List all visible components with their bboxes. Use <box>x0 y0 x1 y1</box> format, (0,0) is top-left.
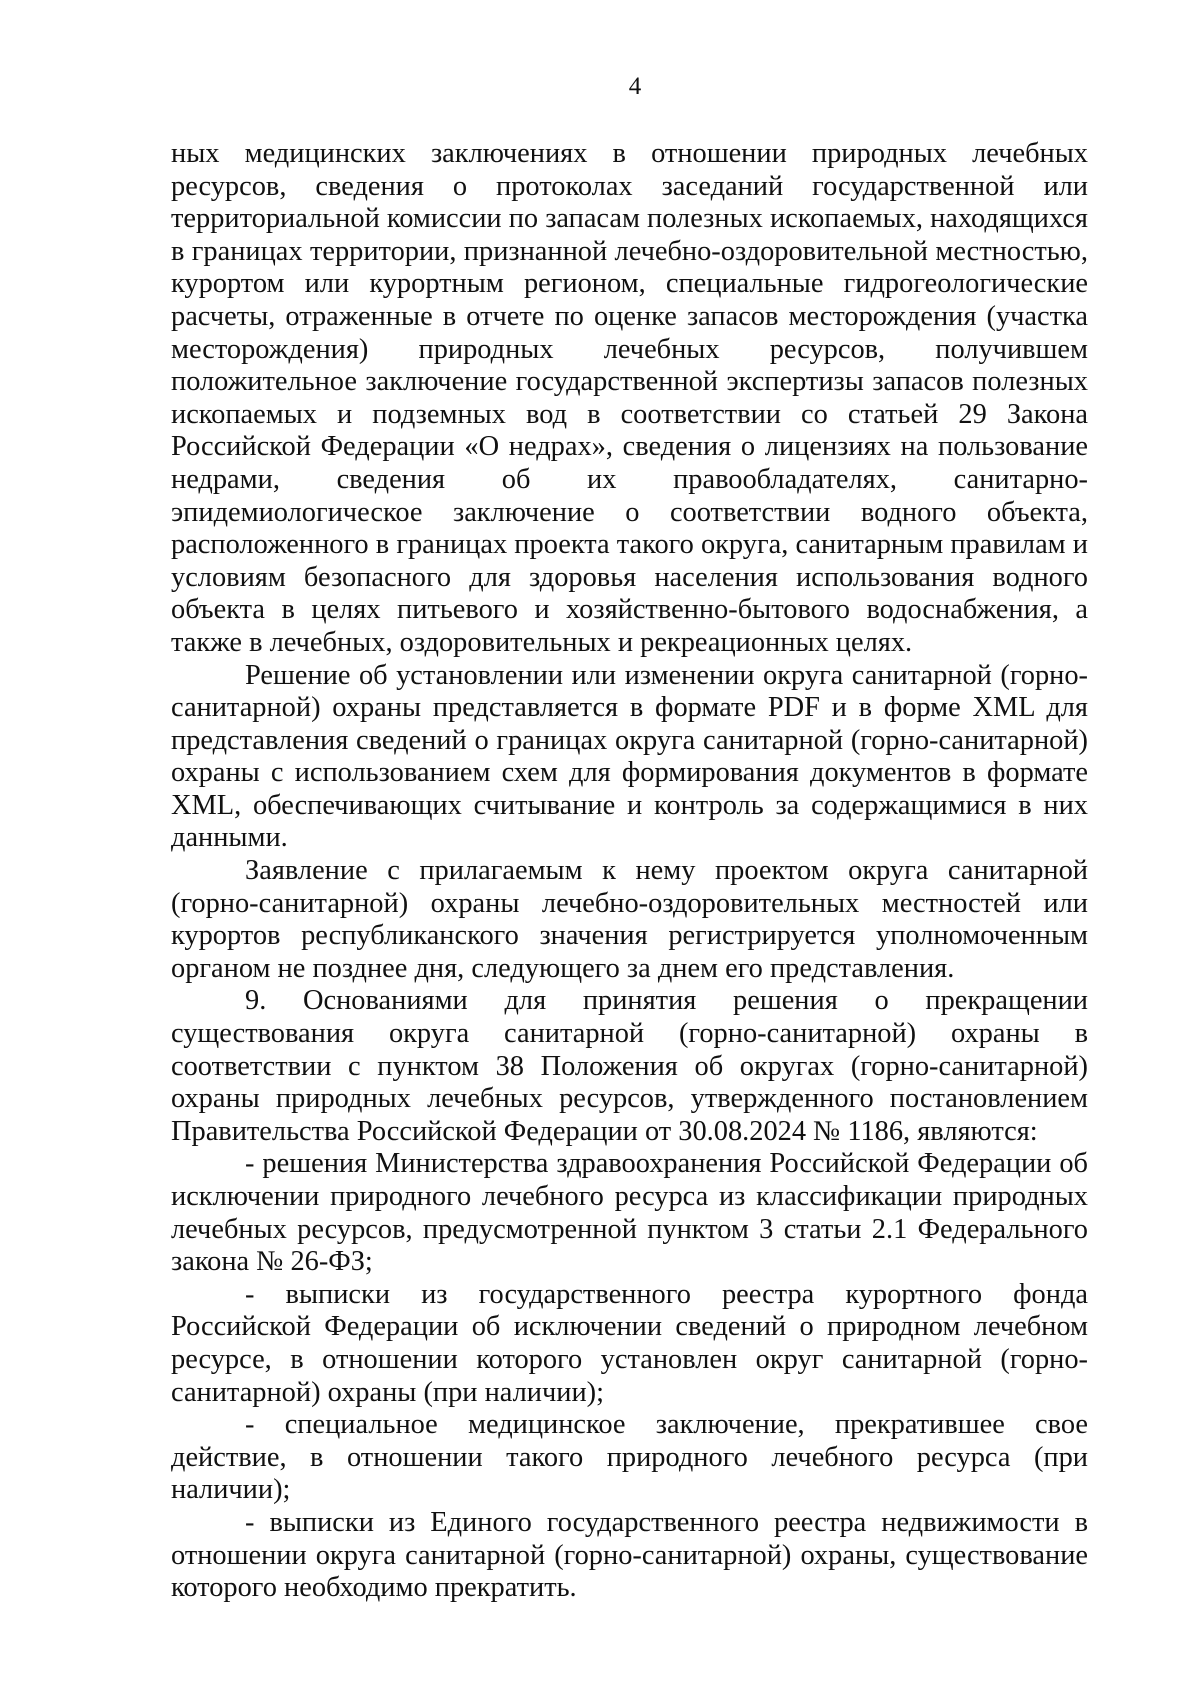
document-body <box>171 138 1088 1605</box>
list-item-real-estate-registry-extract: - выписки из Единого государственного реестра недвижимости в отношении округа санитарной (горно-санитарной) охраны, существование которого необходимо прекратить. <box>171 1506 1088 1604</box>
page-number: 4 <box>628 73 642 100</box>
list-item-ministry-decision: - решения Министерства здравоохранения Российской Федерации об исключении природного лечебного ресурса из классификации природных лечебных ресурсов, предусмотренной пунктом 3 статьи 2.1 Федерального закона № 26-ФЗ; <box>171 1148 1088 1278</box>
list-item-resort-registry-extract: - выписки из государственного реестра курортного фонда Российской Федерации об исключении сведений о природном лечебном ресурсе, в отношении которого установлен округ санитарной (горно-санитарной) охраны (при наличии); <box>171 1278 1088 1408</box>
paragraph-application-registration: Заявление с прилагаемым к нему проектом округа санитарной (горно-санитарной) охраны лечебно-оздоровительных местностей или курортов республиканского значения регистрируется уполномоченным органом не позднее дня, следующего за днем его представления. <box>171 855 1088 984</box>
paragraph-continuation: ных медицинских заключениях в отношении природных лечебных ресурсов, сведения о протоколах заседаний государственной или территориальной комиссии по запасам полезных ископаемых, находящихся в границах территории, признанной лечебно-оздоровительной местностью, курортом или курортным регионом, специальные гидрогеологические расчеты, отраженные в отчете по оценке запасов месторождения (участка месторождения) природных лечебных ресурсов, получившем положительное заключение государственной экспертизы запасов полезных ископаемых и подземных вод в соответствии со статьей 29 Закона Российской Федерации «О недрах», сведения о лицензиях на пользование недрами, сведения об их правообладателях, санитарно-эпидемиологическое заключение о соответствии водного объекта, расположенного в границах проекта такого округа, санитарным правилам и условиям безопасного для здоровья населения использования водного объекта в целях питьевого и хозяйственно-бытового водоснабжения, а также в лечебных, оздоровительных и рекреационных целях. <box>171 138 1088 658</box>
paragraph-item-9: 9. Основаниями для принятия решения о прекращении существования округа санитарной (горно-санитарной) охраны в соответствии с пунктом 38 Положения об округах (горно-санитарной) охраны природных лечебных ресурсов, утвержденного постановлением Правительства Российской Федерации от 30.08.2024 № 1186, являются: <box>171 985 1088 1147</box>
paragraph-decision-format: Решение об установлении или изменении округа санитарной (горно-санитарной) охраны представляется в формате PDF и в форме XML для представления сведений о границах округа санитарной (горно-санитарной) охраны с использованием схем для формирования документов в формате XML, обеспечивающих считывание и контроль за содержащимися в них данными. <box>171 659 1088 854</box>
list-item-medical-conclusion: - специальное медицинское заключение, прекратившее свое действие, в отношении такого природного лечебного ресурса (при наличии); <box>171 1409 1088 1506</box>
